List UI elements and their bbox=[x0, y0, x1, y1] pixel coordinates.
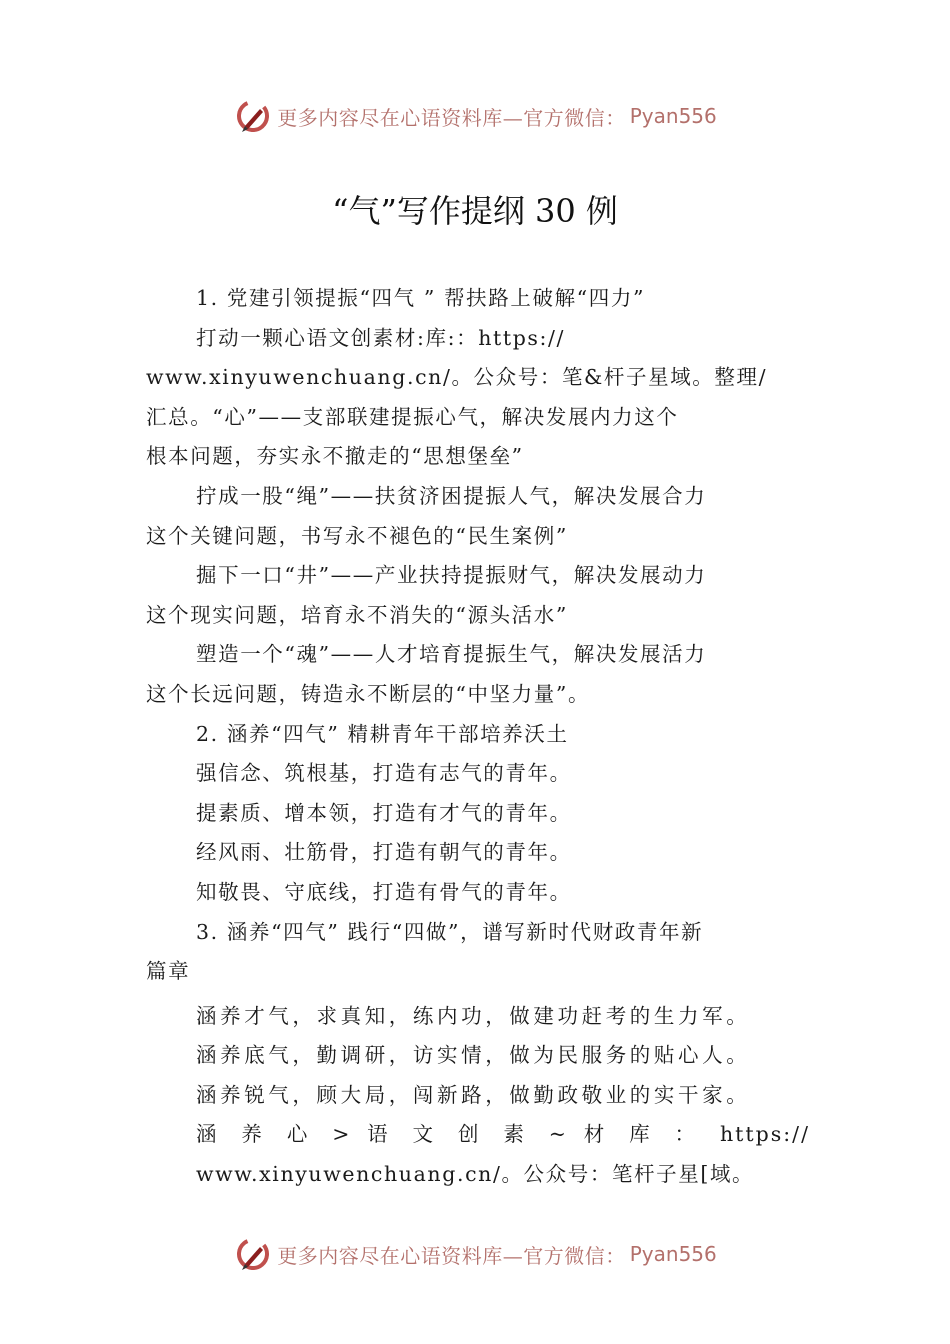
paragraph-line: 拧成一股“绳”——扶贫济困提振人气，解决发展合力 bbox=[196, 483, 707, 508]
paragraph-line: 根本问题，夯实永不撤走的“思想堡垒” bbox=[146, 444, 524, 469]
paragraph-line: 塑造一个“魂”——人才培育提振生气，解决发展活力 bbox=[196, 642, 707, 667]
watermark-text: 更多内容尽在心语资料库—官方微信： bbox=[277, 105, 626, 130]
list-item: 强信念、筑根基，打造有志气的青年。 bbox=[196, 761, 572, 786]
paragraph-line: www.xinyuwenchuang.cn/。公众号：笔&杆子星域。整理/ bbox=[146, 365, 768, 390]
pen-logo-icon bbox=[233, 96, 273, 136]
paragraph-line: www.xinyuwenchuang.cn/。公众号：笔杆子星[域。 bbox=[196, 1162, 755, 1187]
list-item: 提素质、增本领，打造有才气的青年。 bbox=[196, 800, 572, 825]
paragraph-line: 涵 养 心 > 语 文 创 素 ~ 材 库 ： https:// bbox=[196, 1122, 810, 1147]
heading-1: 1. 党建引领提振“四气 ” 帮扶路上破解“四力” bbox=[196, 286, 646, 310]
page-title: “气”写作提纲 30 例 bbox=[332, 192, 618, 230]
list-item: 经风雨、壮筋骨，打造有朝气的青年。 bbox=[196, 840, 572, 865]
document-body bbox=[146, 279, 810, 1195]
heading-2: 2. 涵养“四气” 精耕青年干部培养沃土 bbox=[196, 721, 569, 746]
paragraph-line: 这个长远问题，铸造永不断层的“中坚力量”。 bbox=[146, 681, 591, 706]
list-item: 涵养才气，求真知，练内功，做建功赶考的生力军。 bbox=[196, 1003, 751, 1028]
watermark-id: Pyan556 bbox=[629, 104, 717, 128]
paragraph-line: 这个关键问题，书写永不褪色的“民生案例” bbox=[146, 523, 568, 548]
watermark-id: Pyan556 bbox=[629, 1242, 717, 1266]
header-watermark bbox=[0, 94, 950, 138]
footer-watermark bbox=[0, 1232, 950, 1276]
list-item: 涵养锐气，顾大局，闯新路，做勤政敬业的实干家。 bbox=[196, 1082, 751, 1107]
paragraph-line: 这个现实问题，培育永不消失的“源头活水” bbox=[146, 602, 568, 627]
watermark-text: 更多内容尽在心语资料库—官方微信： bbox=[277, 1243, 626, 1268]
paragraph-line: 汇总。“心”——支部联建提振心气，解决发展内力这个 bbox=[146, 404, 679, 429]
list-item: 涵养底气，勤调研，访实情，做为民服务的贴心人。 bbox=[196, 1043, 751, 1068]
paragraph-line: 篇章 bbox=[146, 959, 191, 984]
pen-logo-icon bbox=[233, 1234, 273, 1274]
paragraph-line: 掘下一口“井”——产业扶持提振财气，解决发展动力 bbox=[196, 563, 707, 588]
paragraph-line: 打动一颗心语文创素材:库:：https:// bbox=[196, 325, 566, 350]
list-item: 知敬畏、守底线，打造有骨气的青年。 bbox=[196, 879, 572, 904]
heading-3: 3. 涵养“四气” 践行“四做”，谱写新时代财政青年新 bbox=[196, 919, 704, 944]
